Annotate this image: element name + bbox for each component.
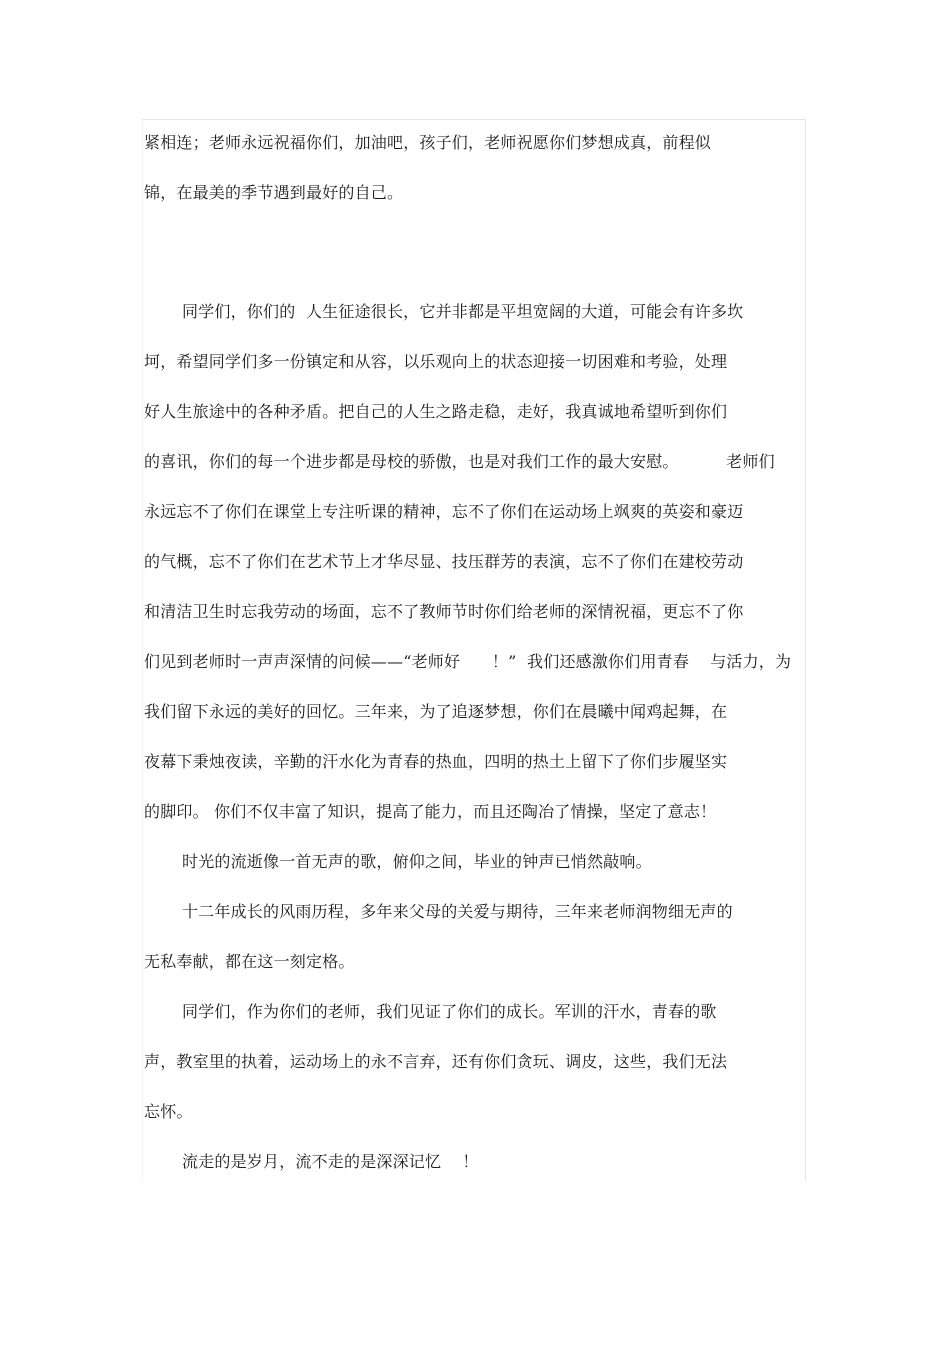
text-line: 永远忘不了你们在课堂上专注听课的精神，忘不了你们在运动场上飒爽的英姿和豪迈: [144, 502, 744, 521]
text-line: 锦，在最美的季节遇到最好的自己。: [144, 183, 404, 202]
text-line: 紧相连；老师永远祝福你们，加油吧，孩子们，老师祝愿你们梦想成真，前程似: [144, 133, 712, 152]
text-line: 的脚印。 你们不仅丰富了知识，提高了能力，而且还陶冶了情操，坚定了意志！: [144, 802, 717, 821]
text-line: 无私奉献，都在这一刻定格。: [144, 952, 355, 971]
text-line: 声，教室里的执着，运动场上的永不言弃，还有你们贪玩、调皮，这些，我们无法: [144, 1052, 728, 1071]
text-line: 我们留下永远的美好的回忆。三年来，为了追逐梦想，你们在晨曦中闻鸡起舞，在: [144, 702, 728, 721]
paragraph-start-line: 同学们，你们的 人生征途很长，它并非都是平坦宽阔的大道，可能会有许多坎: [182, 302, 744, 321]
paragraph-start-line: 十二年成长的风雨历程，多年来父母的关爱与期待，三年来老师润物细无声的: [182, 902, 733, 921]
paragraph-start-line: 时光的流逝像一首无声的歌，俯仰之间，毕业的钟声已悄然敲响。: [182, 852, 652, 871]
paragraph-start-line: 流走的是岁月，流不走的是深深记忆 ！: [182, 1152, 479, 1171]
paragraph-start-line: 同学们，作为你们的老师，我们见证了你们的成长。军训的汗水，青春的歌: [182, 1002, 717, 1021]
text-line: 夜幕下秉烛夜读，辛勤的汗水化为青春的热血，四明的热土上留下了你们步履坚实: [144, 752, 728, 771]
text-line: 和清洁卫生时忘我劳动的场面，忘不了教师节时你们给老师的深情祝福，更忘不了你: [144, 602, 744, 621]
text-line: 的气概，忘不了你们在艺术节上才华尽显、技压群芳的表演，忘不了你们在建校劳动: [144, 552, 744, 571]
text-line: 坷，希望同学们多一份镇定和从容，以乐观向上的状态迎接一切困难和考验，处理: [144, 352, 728, 371]
text-line: 忘怀。: [144, 1102, 193, 1121]
text-line: 们见到老师时一声声深情的问候——“老师好 ！” 我们还感激你们用青春 与活力，为: [144, 652, 792, 671]
text-line: 好人生旅途中的各种矛盾。把自己的人生之路走稳，走好，我真诚地希望听到你们: [144, 402, 728, 421]
text-line: 的喜讯，你们的每一个进步都是母校的骄傲，也是对我们工作的最大安慰。 老师们: [144, 452, 775, 471]
